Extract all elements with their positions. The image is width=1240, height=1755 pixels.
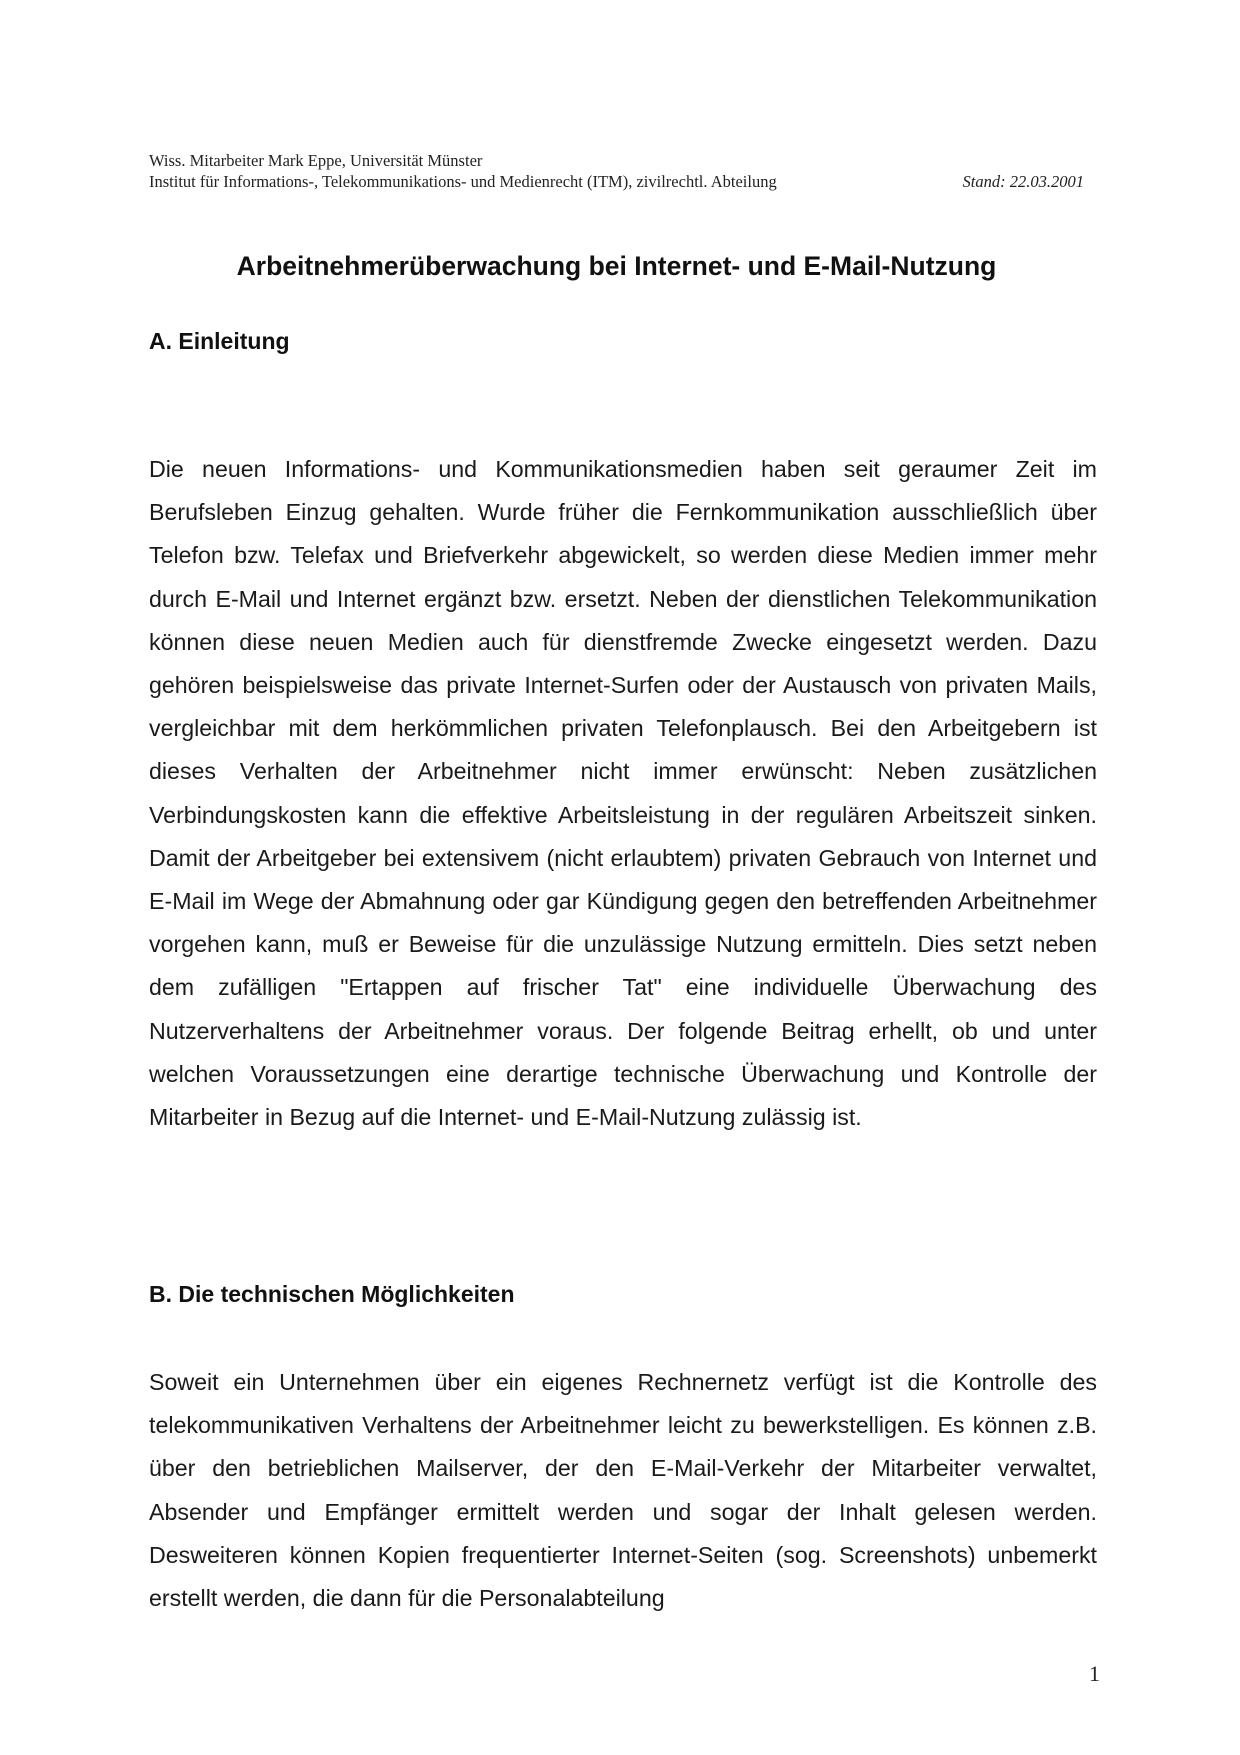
section-heading-einleitung: A. Einleitung [149, 328, 290, 354]
header-author: Wiss. Mitarbeiter Mark Eppe, Universität Münster [149, 151, 483, 170]
header-institute: Institut für Informations-, Telekommunikations- und Medienrecht (ITM), zivilrechtl. Abteilung [149, 172, 777, 191]
header-institute-row [149, 171, 1084, 192]
section-heading-technische-moeglichkeiten: B. Die technischen Möglichkeiten [149, 1281, 515, 1307]
document-header [149, 150, 1084, 192]
section-paragraph-technische-moeglichkeiten: Soweit ein Unternehmen über ein eigenes Rechnernetz verfügt ist die Kontrolle des telekommunikativen Verhaltens der Arbeitnehmer leicht zu bewerkstelligen. Es können z.B. über den betrieblichen Mailserver, der den E-Mail-Verkehr der Mitarbeiter verwaltet, Absender und Empfänger ermittelt werden und sogar der Inhalt gelesen werden. Desweiteren können Kopien frequentierter Internet-Seiten (sog. Screenshots) unbemerkt erstellt werden, die dann für die Personalabteilung [149, 1369, 1097, 1612]
page-number: 1 [1089, 1661, 1100, 1686]
section-paragraph-einleitung: Die neuen Informations- und Kommunikationsmedien haben seit geraumer Zeit im Berufsleben Einzug gehalten. Wurde früher die Fernkommunikation ausschließlich über Telefon bzw. Telefax und Briefverkehr abgewickelt, so werden diese Medien immer mehr durch E-Mail und Internet ergänzt bzw. ersetzt. Neben der dienstlichen Telekommunikation können diese neuen Medien auch für dienstfremde Zwecke eingesetzt werden. Dazu gehören beispielsweise das private Internet-Surfen oder der Austausch von privaten Mails, vergleichbar mit dem herkömmlichen privaten Telefonplausch. Bei den Arbeitgebern ist dieses Verhalten der Arbeitnehmer nicht immer erwünscht: Neben zusätzlichen Verbindungskosten kann die effektive Arbeitsleistung in der regulären Arbeitszeit sinken. Damit der Arbeitgeber bei extensivem (nicht erlaubtem) privaten Gebrauch von Internet und E-Mail im Wege der Abmahnung oder gar Kündigung gegen den betreffenden Arbeitnehmer vorgehen kann, muß er Beweise für die unzulässige Nutzung ermitteln. Dies setzt neben dem zufälligen "Ertappen auf frischer Tat" eine individuelle Überwachung des Nutzerverhaltens der Arbeitnehmer voraus. Der folgende Beitrag erhellt, ob und unter welchen Voraussetzungen eine derartige technische Überwachung und Kontrolle der Mitarbeiter in Bezug auf die Internet- und E-Mail-Nutzung zulässig ist. [149, 456, 1097, 1131]
document-title: Arbeitnehmerüberwachung bei Internet- und E-Mail-Nutzung [236, 251, 997, 281]
header-date: Stand: 22.03.2001 [962, 172, 1084, 191]
